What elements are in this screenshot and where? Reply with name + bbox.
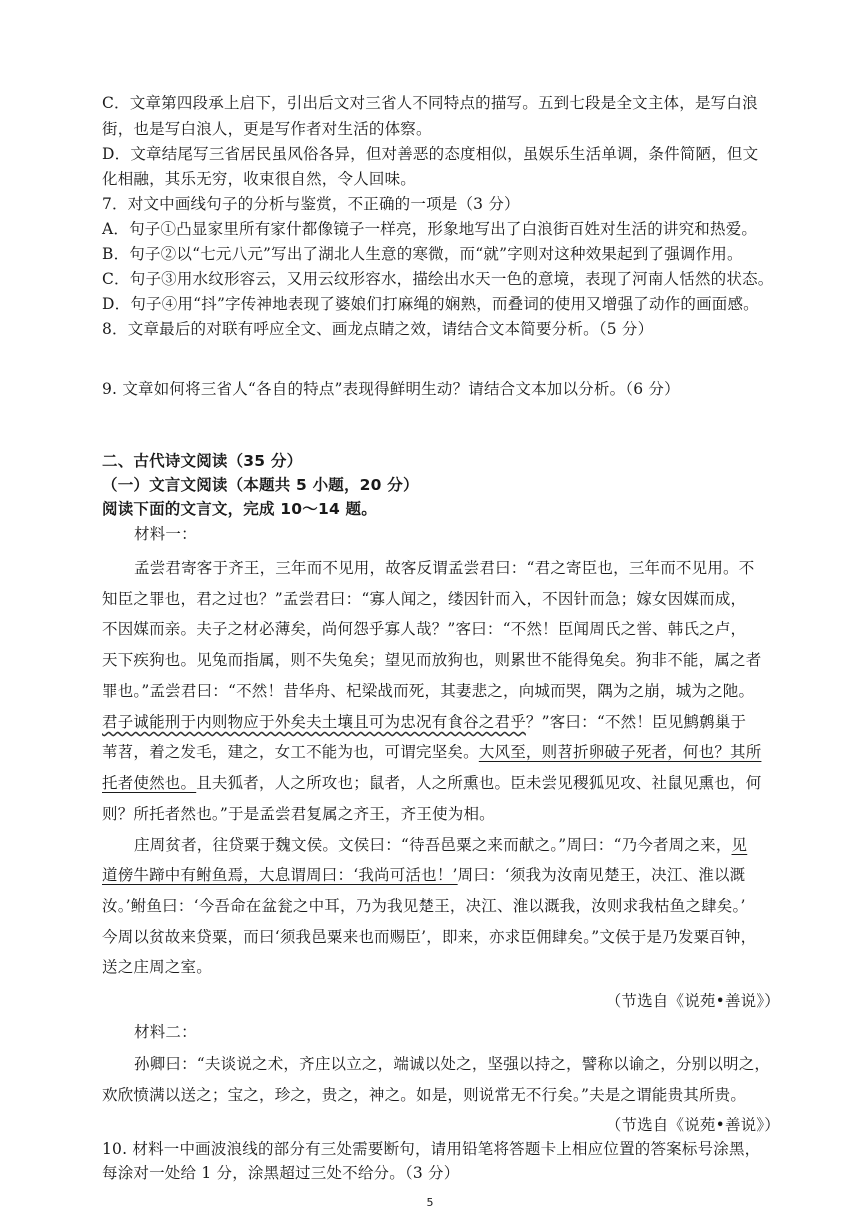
wavy-underlined-sentence: 君子诚能刑于内则物应于外矣夫土壤且可为忠况有食谷之君乎: [102, 713, 526, 731]
passage-line: 欢欣愤满以送之；宝之，珍之，贵之，神之。如是，则说常无不行矣。”夫是之谓能贵其所贵。: [102, 1086, 747, 1104]
passage-line: 送之庄周之室。: [102, 958, 212, 976]
passage-line: 托者使然也。且夫狐者，人之所攻也；鼠者，人之所熏也。臣未尝见稷狐见攻、社鼠见熏也，何: [102, 774, 762, 792]
q7-option-a: A．句子①凸显家里所有家什都像镜子一样亮，形象地写出了白浪街百姓对生活的讲究和热爱。: [102, 220, 758, 238]
material-two-label: 材料二：: [134, 1023, 197, 1041]
passage-line: 则？所托者然也。”于是孟尝君复属之齐王，齐王使为相。: [102, 805, 495, 823]
section-title: 二、古代诗文阅读（35 分）: [102, 452, 303, 470]
page-number: 5: [426, 1196, 434, 1209]
underlined-sentence: 道傍牛蹄中有鲋鱼焉，大息谓周曰：‘我尚可活也！’: [102, 866, 458, 884]
q6-option-d-line2: 化相融，其乐无穷，收束很自然，令人回味。: [102, 170, 417, 188]
passage-line: 今周以贫故来贷粟，而曰‘须我邑粟来也而赐臣’，即来，亦求臣佣肆矣。”文侯于是乃发粟百钟，: [102, 928, 757, 946]
q7-stem: 7．对文中画线句子的分析与鉴赏，不正确的一项是（3 分）: [102, 195, 520, 213]
passage-line: 天下疾狗也。见兔而指属，则不失兔矣；望见而放狗也，则累世不能得兔矣。狗非不能，属之者: [102, 651, 762, 669]
q6-option-d-line1: D．文章结尾写三省居民虽风俗各异，但对善恶的态度相似，虽娱乐生活单调，条件简陋，但文: [102, 145, 759, 163]
q10-stem-line2: 每涂对一处给 1 分，涂黑超过三处不给分。（3 分）: [102, 1164, 460, 1182]
passage-line: 知臣之罪也，君之过也？”孟尝君曰：“寡人闻之，缕因针而入，不因针而急；嫁女因媒而成，: [102, 590, 747, 608]
section-intro: 阅读下面的文言文，完成 10～14 题。: [102, 500, 377, 518]
passage-line: 不因媒而亲。夫子之材必薄矣，尚何怨乎寡人哉？”客曰：“不然！臣闻周氏之喾、韩氏之卢，: [102, 620, 747, 638]
passage-line: 孟尝君寄客于齐王，三年而不见用，故客反谓孟尝君曰：“君之寄臣也，三年而不见用。不: [134, 559, 755, 577]
q7-option-c: C．句子③用水纹形容云，又用云纹形容水，描绘出水天一色的意境，表现了河南人恬然的状态。: [102, 270, 774, 288]
q6-option-c-line2: 街，也是写白浪人，更是写作者对生活的体察。: [102, 120, 432, 138]
section-subtitle: （一）文言文阅读（本题共 5 小题，20 分）: [102, 476, 419, 494]
passage-line: 道傍牛蹄中有鲋鱼焉，大息谓周曰：‘我尚可活也！’周曰：‘须我为汝南见楚王，决江、淮以溉: [102, 866, 746, 884]
q7-option-d: D．句子④用“抖”字传神地表现了婆娘们打麻绳的娴熟，而叠词的使用又增强了动作的画面感。: [102, 295, 759, 313]
material-one-source: （节选自《说苑•善说》）: [605, 992, 780, 1010]
passage-line: 罪也。”孟尝君曰：“不然！昔华舟、杞梁战而死，其妻悲之，向城而哭，隅为之崩，城为之阤。: [102, 682, 755, 700]
passage-line: 汝。’鲋鱼曰：‘今吾命在盆瓮之中耳，乃为我见楚王，决江、淮以溉我，汝则求我枯鱼之肆矣。’: [102, 897, 746, 915]
passage-line: 苇苕，着之发毛，建之，女工不能为也，可谓完坚矣。大风至，则苕折卵破子死者，何也？其所: [102, 743, 762, 761]
q6-option-c-line1: C．文章第四段承上启下，引出后文对三省人不同特点的描写。五到七段是全文主体，是写白浪: [102, 94, 758, 112]
q9-stem: 9. 文章如何将三省人“各自的特点”表现得鲜明生动？请结合文本加以分析。（6 分）: [102, 380, 680, 398]
q8-stem: 8．文章最后的对联有呼应全文、画龙点睛之效，请结合文本简要分析。（5 分）: [102, 320, 654, 338]
material-one-label: 材料一：: [134, 525, 197, 543]
passage-line: 庄周贫者，往贷粟于魏文侯。文侯曰：“待吾邑粟之来而献之。”周曰：“乃今者周之来，见: [134, 836, 748, 854]
passage-line: 君子诚能刑于内则物应于外矣夫土壤且可为忠况有食谷之君乎？”客曰：“不然！臣见鹪鹩巢于: [102, 713, 747, 731]
underlined-sentence: 托者使然也。: [102, 774, 197, 792]
q10-stem-line1: 10. 材料一中画波浪线的部分有三处需要断句，请用铅笔将答题卡上相应位置的答案标号涂黑，: [102, 1140, 761, 1158]
passage-line: 孙卿曰：“夫谈说之术，齐庄以立之，端诚以处之，坚强以持之，譬称以谕之，分别以明之，: [134, 1055, 771, 1073]
q7-option-b: B．句子②以“七元八元”写出了湖北人生意的寒微，而“就”字则对这种效果起到了强调作用。: [102, 245, 743, 263]
material-two-source: （节选自《说苑•善说》）: [605, 1116, 780, 1134]
underlined-sentence: 大风至，则苕折卵破子死者，何也？其所: [478, 743, 762, 761]
underlined-sentence: 见: [731, 836, 748, 854]
